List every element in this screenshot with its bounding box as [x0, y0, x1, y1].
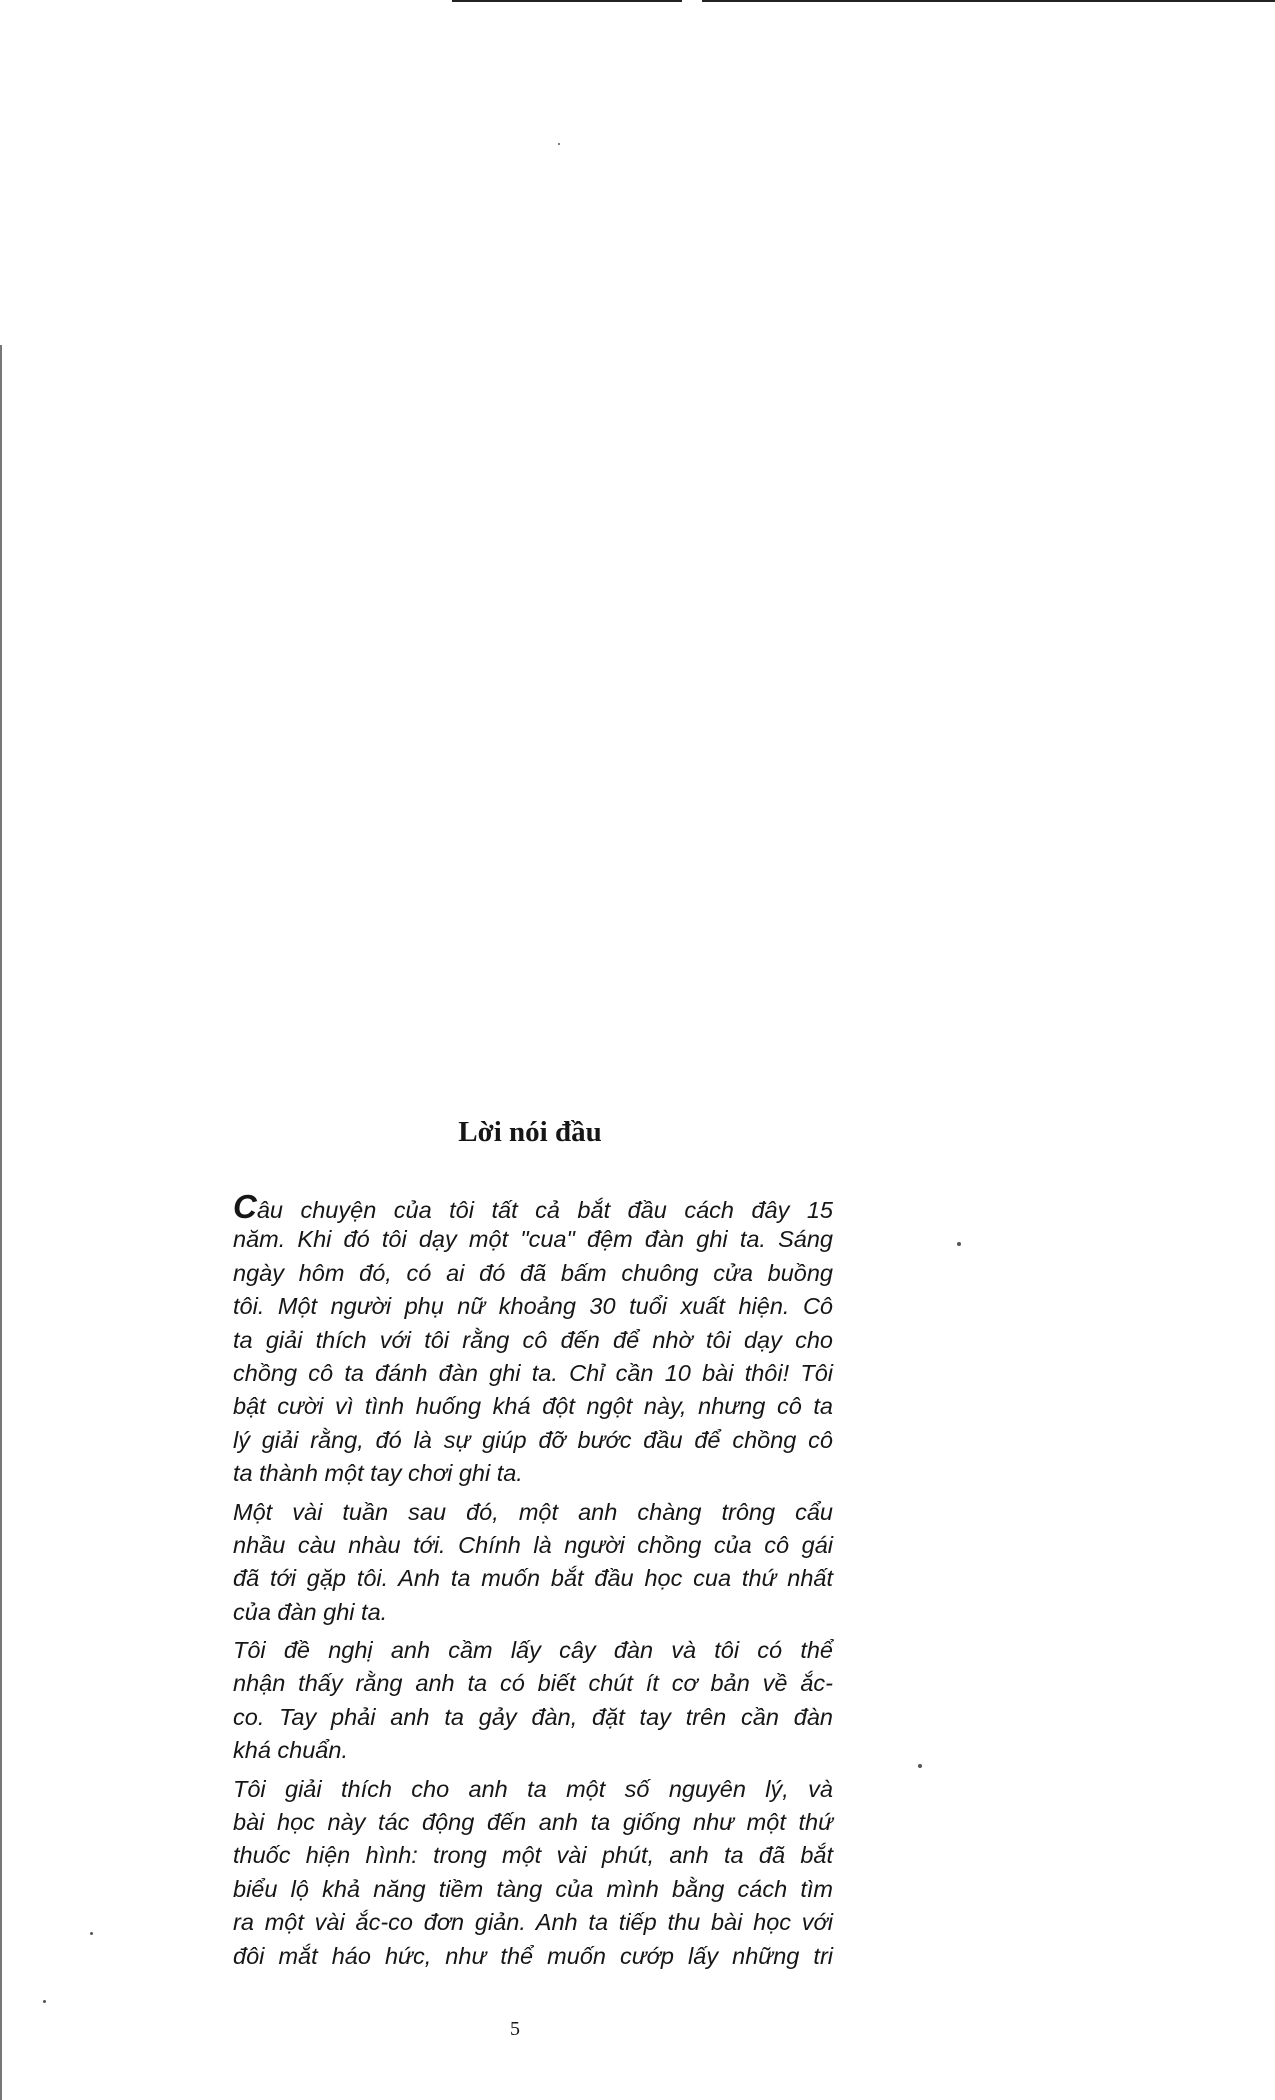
page-title: Lời nói đầu — [458, 1116, 602, 1148]
text-line: nhận thấy rằng anh ta có biết chút ít cơ bản về ắc- — [233, 1670, 833, 1697]
scan-speck — [918, 1764, 922, 1768]
text-line: năm. Khi đó tôi dạy một "cua" đệm đàn ghi ta. Sáng — [233, 1226, 833, 1253]
text-line: lý giải rằng, đó là sự giúp đỡ bước đầu để chồng cô — [233, 1426, 833, 1453]
text-line: biểu lộ khả năng tiềm tàng của mình bằng cách tìm — [233, 1875, 833, 1902]
body-text — [233, 1190, 833, 1973]
text-line: ra một vài ắc-co đơn giản. Anh ta tiếp thu bài học với — [233, 1909, 833, 1936]
text-line: Tôi đề nghị anh cầm lấy cây đàn và tôi có thể — [233, 1637, 833, 1664]
drop-cap: C — [233, 1188, 257, 1225]
text-line: đã tới gặp tôi. Anh ta muốn bắt đầu học cua thứ nhất — [233, 1565, 833, 1592]
scan-speck — [90, 1932, 93, 1935]
scan-top-line-1 — [452, 0, 682, 2]
text-line: bài học này tác động đến anh ta giống như một thứ — [233, 1809, 833, 1836]
scan-speck — [43, 2000, 46, 2003]
scan-speck — [957, 1242, 961, 1246]
scan-top-line-2 — [702, 0, 1275, 2]
text-line: ngày hôm đó, có ai đó đã bấm chuông cửa buồng — [233, 1259, 833, 1286]
text-line-content: âu chuyện của tôi tất cả bắt đầu cách đây 15 — [256, 1197, 833, 1223]
text-line — [233, 1190, 833, 1223]
scan-left-edge — [0, 345, 2, 2100]
text-line: khá chuẩn. — [233, 1737, 348, 1764]
text-line: bật cười vì tình huống khá đột ngột này, nhưng cô ta — [233, 1393, 833, 1420]
text-line: tôi. Một người phụ nữ khoảng 30 tuổi xuất hiện. Cô — [233, 1293, 833, 1320]
text-line: co. Tay phải anh ta gảy đàn, đặt tay trên cần đàn — [233, 1703, 833, 1730]
scan-speck — [558, 143, 560, 145]
text-line: chồng cô ta đánh đàn ghi ta. Chỉ cần 10 bài thôi! Tôi — [233, 1359, 833, 1386]
text-line: của đàn ghi ta. — [233, 1598, 388, 1625]
text-line: ta thành một tay chơi ghi ta. — [233, 1460, 523, 1487]
text-line: ta giải thích với tôi rằng cô đến để nhờ tôi dạy cho — [233, 1326, 833, 1353]
text-line: Một vài tuần sau đó, một anh chàng trông cẩu — [233, 1498, 833, 1525]
text-line: nhầu càu nhàu tới. Chính là người chồng của cô gái — [233, 1531, 833, 1558]
page-number: 5 — [510, 2018, 520, 2040]
text-line: Tôi giải thích cho anh ta một số nguyên lý, và — [233, 1775, 833, 1802]
text-line: đôi mắt háo hức, như thể muốn cướp lấy những tri — [233, 1942, 833, 1969]
text-line: thuốc hiện hình: trong một vài phút, anh ta đã bắt — [233, 1842, 833, 1869]
